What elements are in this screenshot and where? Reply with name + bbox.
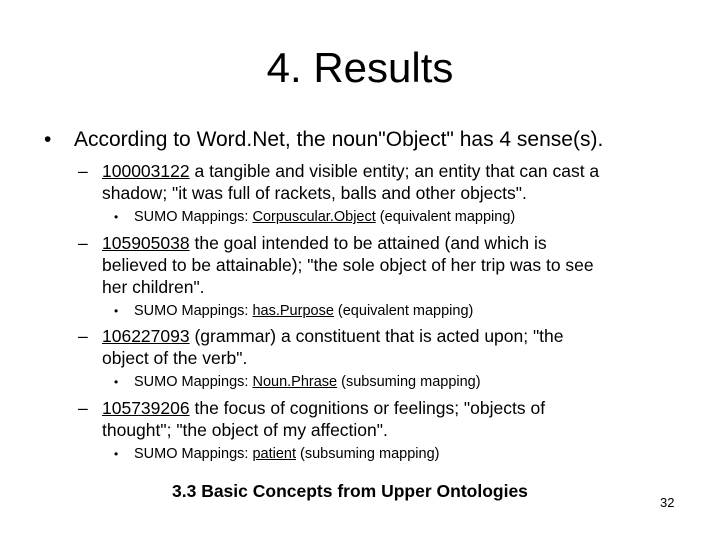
- sense-line: her children".: [102, 277, 205, 297]
- synset-link[interactable]: 106227093: [102, 326, 190, 346]
- sense-body: [102, 325, 678, 369]
- sumo-term-link[interactable]: has.Purpose: [252, 303, 334, 319]
- dash-icon: –: [78, 398, 88, 418]
- sense-line: [102, 160, 678, 182]
- sumo-mapping-1: [114, 208, 515, 226]
- mapping-prefix: SUMO Mappings:: [134, 303, 253, 319]
- intro-text: According to Word.Net, the noun"Object" has 4 sense(s).: [74, 128, 604, 151]
- sense-body: [102, 397, 678, 441]
- mapping-suffix: (subsuming mapping): [337, 374, 481, 390]
- synset-link[interactable]: 100003122: [102, 161, 190, 181]
- sense-line: [102, 325, 678, 347]
- sense-gloss: the focus of cognitions or feelings; "objects of: [189, 398, 546, 418]
- sumo-mapping-3: [114, 373, 481, 391]
- sumo-mapping-4: [114, 445, 439, 463]
- sense-gloss: the goal intended to be attained (and which is: [189, 233, 547, 253]
- slide-footer: 3.3 Basic Concepts from Upper Ontologies: [172, 481, 528, 501]
- bullet-icon: •: [114, 375, 119, 389]
- mapping-text: [134, 303, 473, 319]
- dash-icon: –: [78, 161, 88, 181]
- bullet-icon: •: [114, 210, 119, 224]
- sense-body: [102, 232, 678, 298]
- bullet-icon: •: [114, 304, 119, 318]
- mapping-prefix: SUMO Mappings:: [134, 209, 253, 225]
- mapping-text: [134, 446, 439, 462]
- sense-body: [102, 160, 678, 204]
- sumo-term-link[interactable]: Corpuscular.Object: [252, 209, 376, 225]
- sense-line: object of the verb".: [102, 348, 248, 368]
- sense-line: thought"; "the object of my affection".: [102, 420, 388, 440]
- mapping-suffix: (subsuming mapping): [296, 446, 440, 462]
- synset-link[interactable]: 105739206: [102, 398, 190, 418]
- bullet-icon: •: [44, 128, 52, 151]
- mapping-text: [134, 374, 481, 390]
- sense-line: believed to be attainable); "the sole object of her trip was to see: [102, 255, 594, 275]
- sumo-mapping-2: [114, 302, 473, 320]
- mapping-prefix: SUMO Mappings:: [134, 374, 253, 390]
- sense-gloss: (grammar) a constituent that is acted upon; "the: [189, 326, 564, 346]
- sense-item-3: [78, 325, 678, 369]
- dash-icon: –: [78, 326, 88, 346]
- mapping-suffix: (equivalent mapping): [333, 303, 474, 319]
- slide-title: 4. Results: [266, 44, 454, 91]
- sense-line: shadow; "it was full of rackets, balls and other objects".: [102, 183, 527, 203]
- sense-item-2: [78, 232, 678, 298]
- mapping-text: [134, 209, 515, 225]
- sense-item-4: [78, 397, 678, 441]
- synset-link[interactable]: 105905038: [102, 233, 190, 253]
- sumo-term-link[interactable]: Noun.Phrase: [252, 374, 338, 390]
- sense-item-1: [78, 160, 678, 204]
- mapping-prefix: SUMO Mappings:: [134, 446, 253, 462]
- bullet-icon: •: [114, 447, 119, 461]
- sense-line: [102, 397, 678, 419]
- sense-gloss: a tangible and visible entity; an entity that can cast a: [189, 161, 600, 181]
- page-number: 32: [660, 495, 675, 510]
- mapping-suffix: (equivalent mapping): [375, 209, 516, 225]
- dash-icon: –: [78, 233, 88, 253]
- sumo-term-link[interactable]: patient: [252, 446, 297, 462]
- sense-line: [102, 232, 678, 254]
